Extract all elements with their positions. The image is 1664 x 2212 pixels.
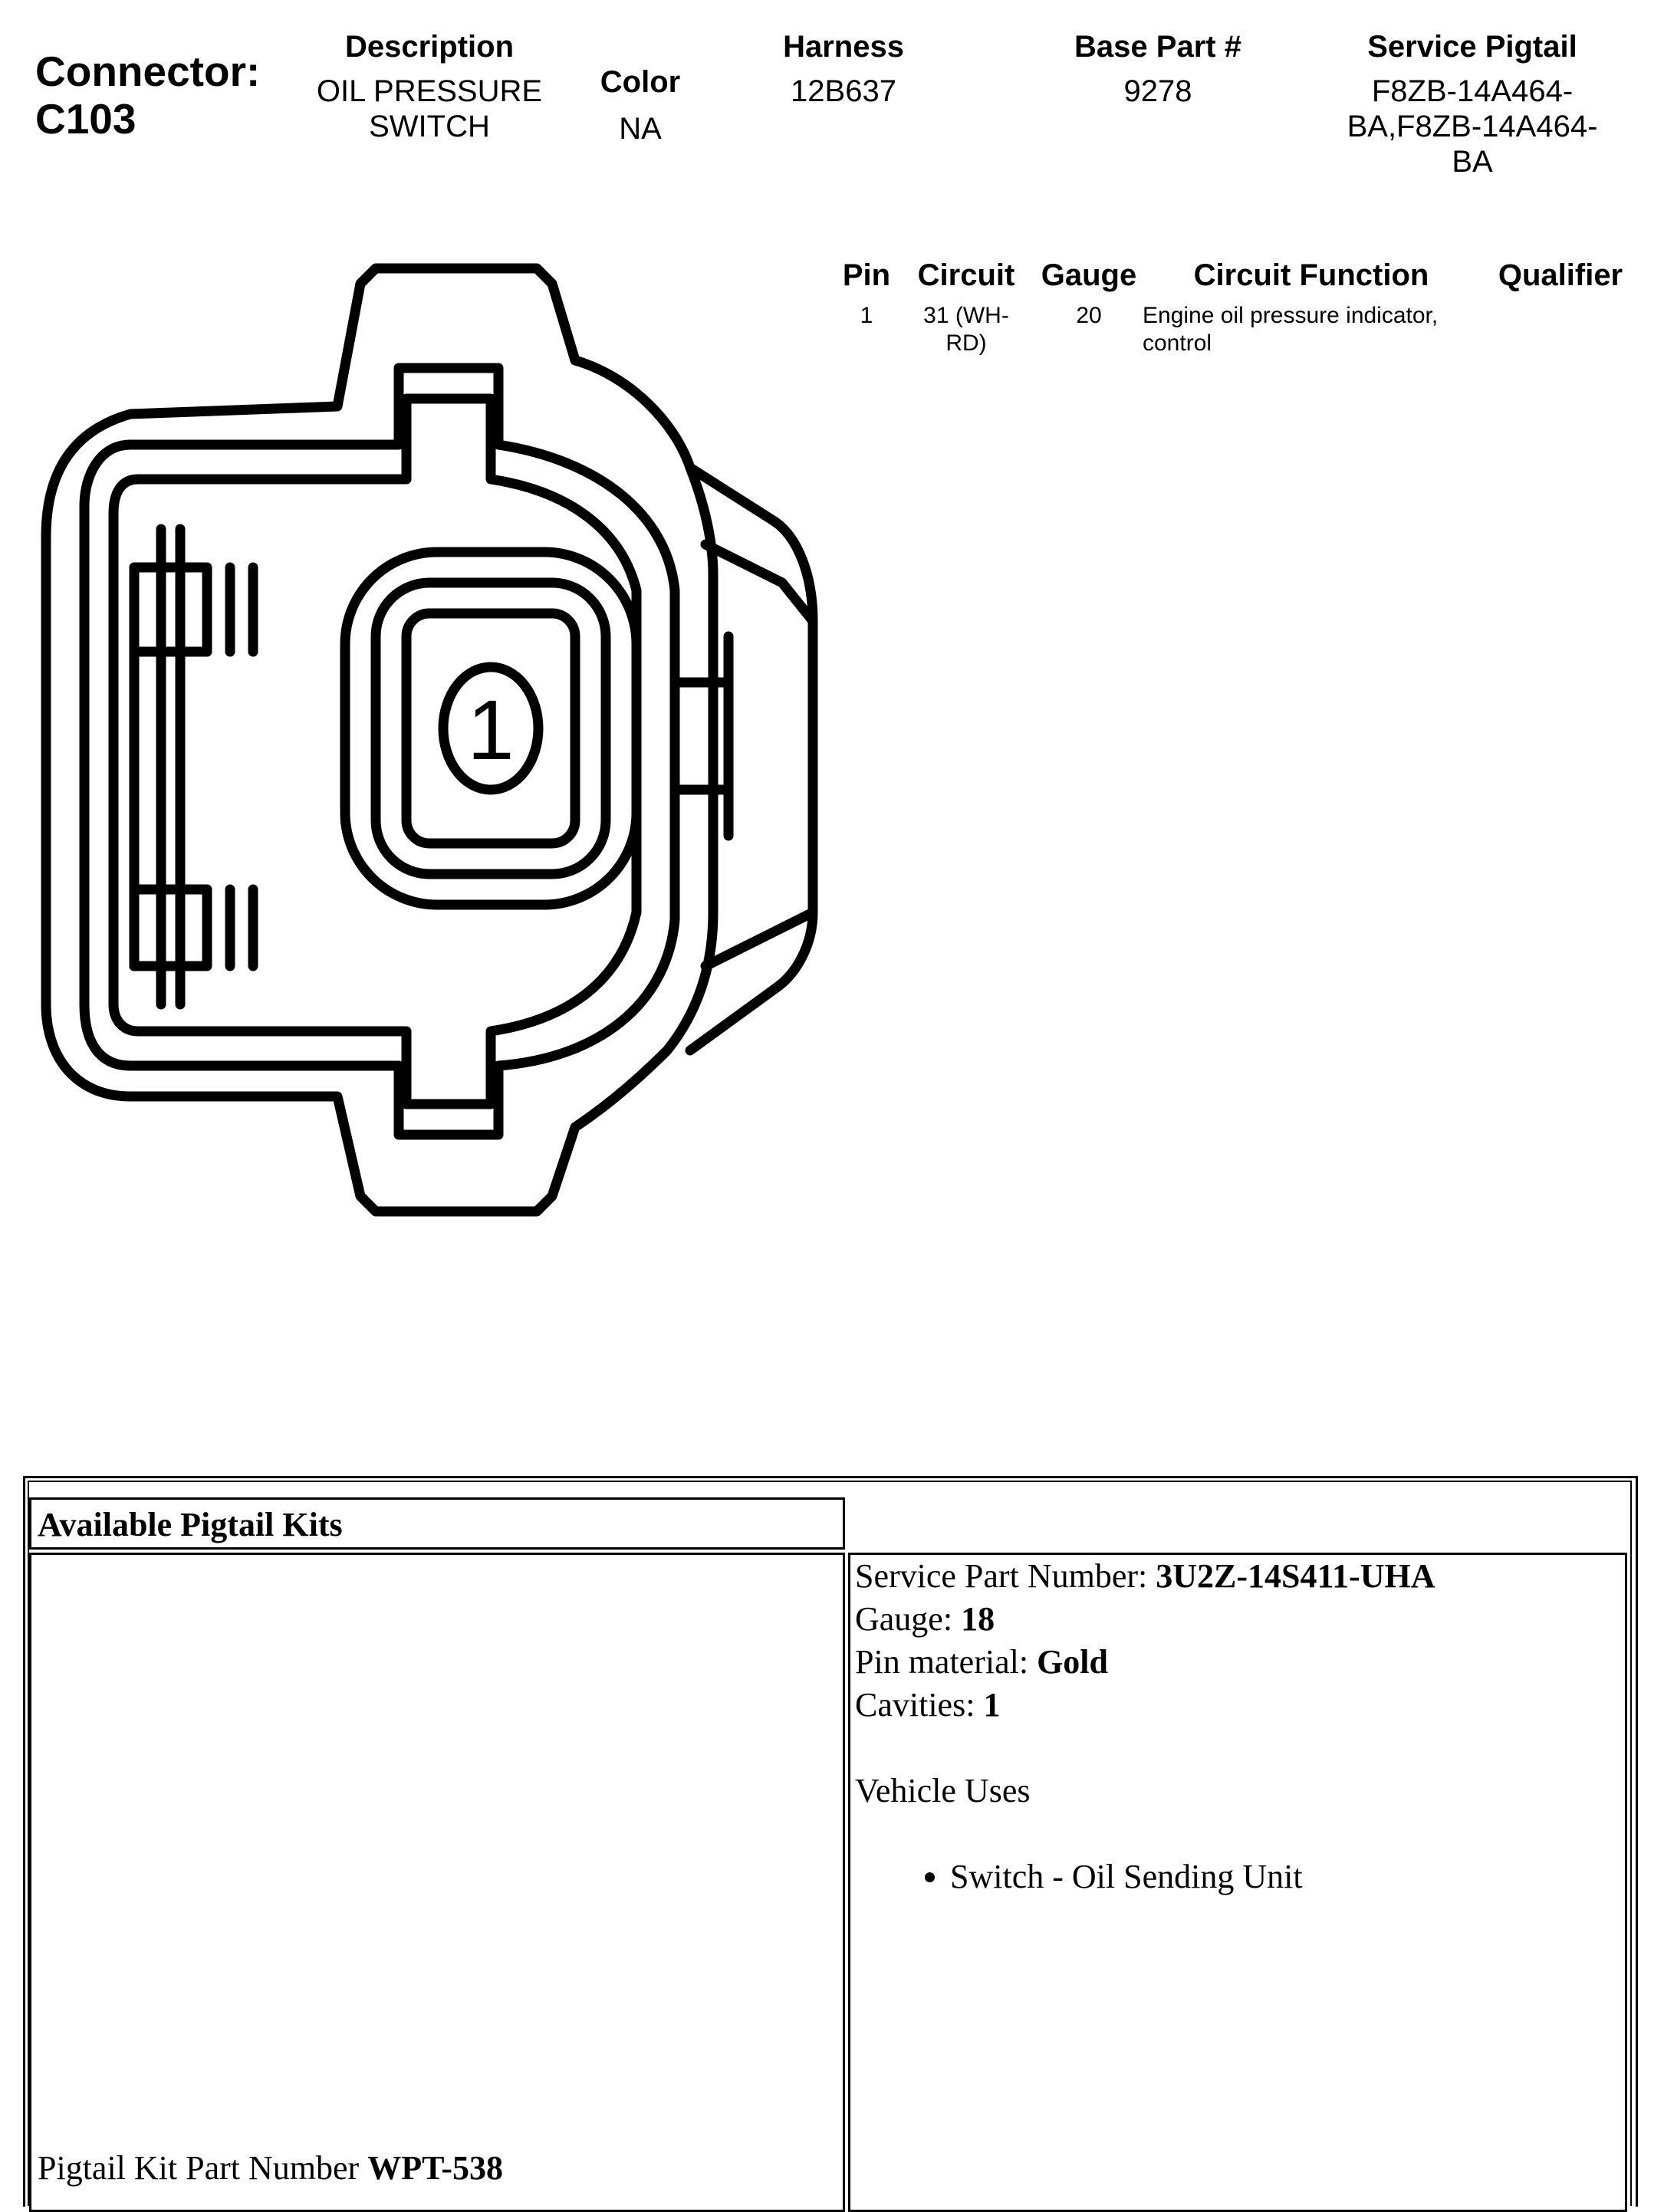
color-value: NA <box>619 112 662 146</box>
gauge-column-header: Gauge <box>1041 258 1137 292</box>
pigtail-kits-title-cell <box>29 1497 845 1550</box>
pigtail-kit-details-cell <box>848 1553 1627 2212</box>
connector-id: C103 <box>35 95 136 143</box>
kit-part-number-label: Pigtail Kit Part Number <box>38 2149 368 2187</box>
gauge-value: 18 <box>961 1600 995 1638</box>
cavities-label: Cavities: <box>855 1686 984 1724</box>
base-part-value: 9278 <box>1123 74 1192 108</box>
circuit-column-header: Circuit <box>917 258 1015 292</box>
service-pigtail-header: Service Pigtail <box>1367 30 1577 64</box>
service-part-number-value: 3U2Z-14S411-UHA <box>1156 1557 1435 1595</box>
pigtail-kits-title: Available Pigtail Kits <box>38 1506 343 1543</box>
table-row <box>828 302 1649 363</box>
circuit-function-line-1: Engine oil pressure indicator, <box>1143 303 1439 328</box>
color-header: Color <box>600 65 681 99</box>
connector-face-diagram <box>15 253 828 1234</box>
pin-material-value: Gold <box>1037 1643 1108 1681</box>
gauge-cell: 20 <box>1076 303 1102 328</box>
connector-label: Connector: <box>35 48 261 95</box>
pin-material-label: Pin material: <box>855 1643 1038 1681</box>
harness-header: Harness <box>783 30 904 64</box>
circuit-line-2: RD) <box>945 330 987 356</box>
description-line-1: OIL PRESSURE <box>316 74 543 108</box>
kit-part-number-value: WPT-538 <box>367 2149 504 2187</box>
pin-material-line <box>855 1641 1614 1684</box>
service-pigtail-value <box>1304 74 1641 179</box>
harness-value: 12B637 <box>791 74 896 108</box>
list-item: • Switch - Oil Sending Unit <box>950 1855 1614 1898</box>
vehicle-uses-list <box>855 1855 1614 1898</box>
pin-number-label: 1 <box>467 683 515 777</box>
vehicle-uses-heading: Vehicle Uses <box>855 1772 1031 1809</box>
service-pigtail-line-2: BA,F8ZB-14A464- <box>1347 110 1598 143</box>
pigtail-kit-image-cell <box>29 1553 845 2212</box>
qualifier-column-header: Qualifier <box>1498 258 1623 292</box>
service-pigtail-line-3: BA <box>1452 145 1493 179</box>
pin-cell: 1 <box>860 303 873 328</box>
circuit-function-cell <box>1143 302 1480 357</box>
gauge-label: Gauge: <box>855 1600 962 1638</box>
description-header: Description <box>344 30 515 64</box>
cavities-line <box>855 1684 1614 1727</box>
circuit-cell <box>905 302 1028 357</box>
circuit-function-line-2: control <box>1143 330 1212 356</box>
circuit-function-column-header: Circuit Function <box>1193 258 1429 292</box>
kit-part-number <box>38 2147 503 2190</box>
pin-column-header: Pin <box>842 258 891 292</box>
gauge-line <box>855 1598 1614 1641</box>
service-part-number-label: Service Part Number: <box>855 1557 1156 1595</box>
service-part-number-line <box>855 1555 1614 1598</box>
description-line-2: SWITCH <box>369 110 490 143</box>
connector-title <box>35 48 260 143</box>
circuit-line-1: 31 (WH- <box>923 303 1009 328</box>
description-value <box>299 74 560 144</box>
base-part-header: Base Part # <box>1074 30 1241 64</box>
cavities-value: 1 <box>983 1686 1001 1724</box>
pigtail-kit-details <box>855 1555 1614 1898</box>
service-pigtail-line-1: F8ZB-14A464- <box>1371 74 1574 108</box>
